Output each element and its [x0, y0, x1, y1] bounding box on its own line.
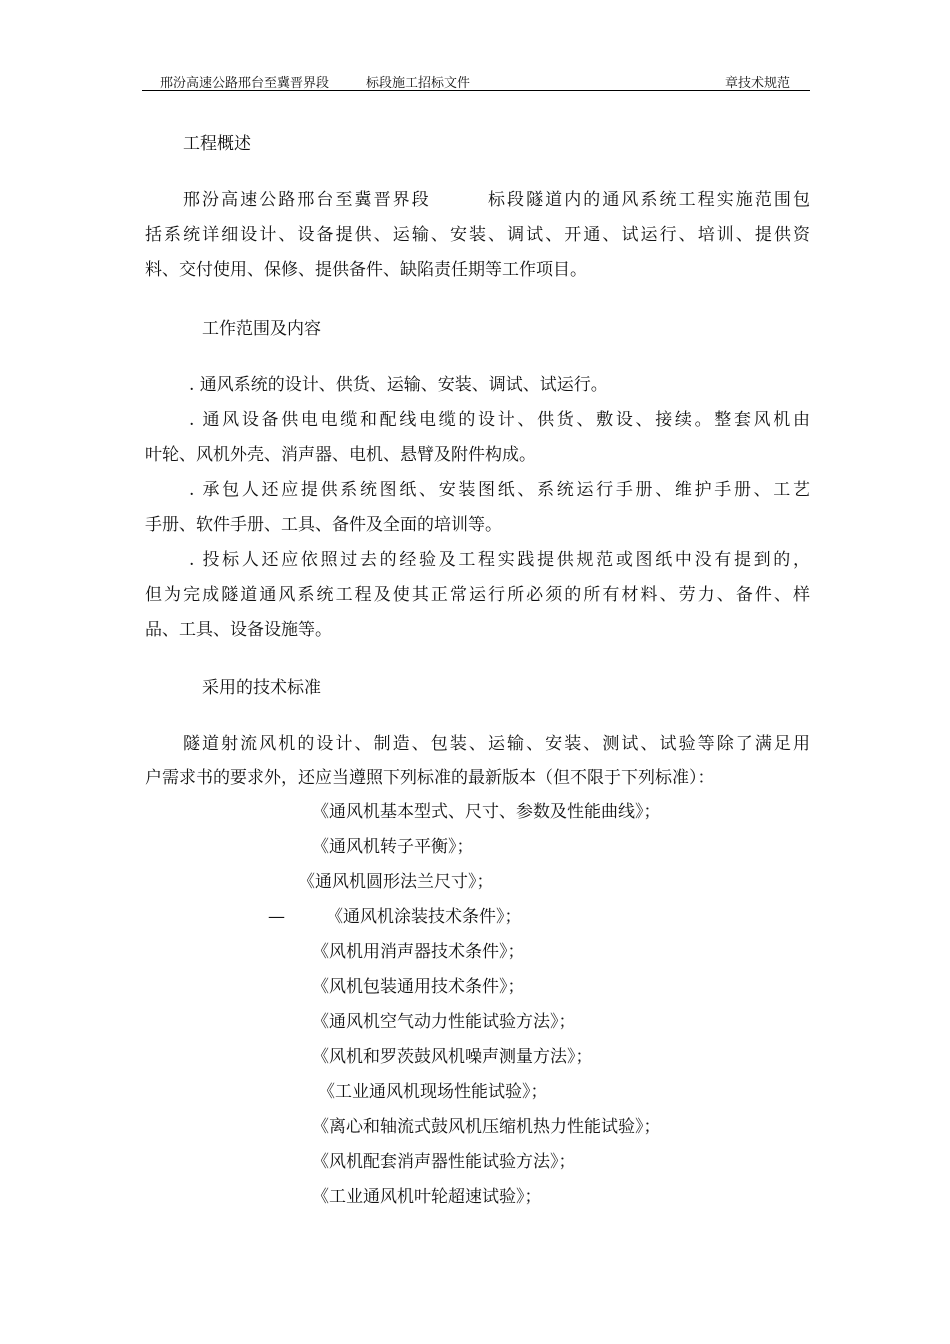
list-item-continued: 手册、软件手册、工具、备件及全面的培训等。 — [145, 515, 502, 535]
standard-item: 《通风机涂装技术条件》； — [326, 907, 522, 927]
standard-item: 《通风机转子平衡》； — [312, 837, 474, 857]
paragraph-line: 料、交付使用、保修、提供备件、缺陷责任期等工作项目。 — [145, 260, 587, 280]
standard-item: 《通风机圆形法兰尺寸》； — [298, 872, 494, 892]
standard-item: 《通风机空气动力性能试验方法》； — [312, 1012, 576, 1032]
standard-item: 《风机配套消声器性能试验方法》； — [312, 1152, 576, 1172]
section-title-standards: 采用的技术标准 — [202, 678, 321, 698]
paragraph-line: 括系统详细设计、设备提供、运输、安装、调试、开通、试运行、培训、提供资 — [145, 225, 810, 245]
list-item-continued: 品、工具、设备设施等。 — [145, 620, 332, 640]
list-item: . 承包人还应提供系统图纸、安装图纸、系统运行手册、维护手册、工艺 — [189, 480, 810, 500]
standard-item: 《通风机基本型式、尺寸、参数及性能曲线》； — [312, 802, 661, 822]
section-title-scope: 工作范围及内容 — [202, 319, 321, 339]
list-item: . 投标人还应依照过去的经验及工程实践提供规范或图纸中没有提到的， — [189, 550, 810, 570]
standard-item: 《工业通风机叶轮超速试验》； — [312, 1187, 542, 1207]
header-project-title: 邢汾高速公路邢台至冀晋界段 — [160, 76, 330, 91]
section-title-overview: 工程概述 — [183, 134, 251, 154]
list-item: . 通风系统的设计、供货、运输、安装、调试、试运行。 — [189, 375, 608, 395]
header-chapter-title: 章技术规范 — [724, 76, 790, 91]
list-item-continued: 叶轮、风机外壳、消声器、电机、悬臂及附件构成。 — [145, 445, 536, 465]
dash-marker: — — [268, 907, 285, 927]
standard-item: 《工业通风机现场性能试验》； — [318, 1082, 548, 1102]
paragraph-line: 户需求书的要求外，还应当遵照下列标准的最新版本（但不限于下列标准）： — [145, 768, 715, 788]
list-item-continued: 但为完成隧道通风系统工程及使其正常运行所必须的所有材料、劳力、备件、样 — [145, 585, 810, 605]
list-item: . 通风设备供电电缆和配线电缆的设计、供货、敷设、接续。整套风机由 — [189, 410, 810, 430]
standard-item: 《风机包装通用技术条件》； — [312, 977, 525, 997]
standard-item: 《风机和罗茨鼓风机噪声测量方法》； — [312, 1047, 593, 1067]
standard-item: 《离心和轴流式鼓风机压缩机热力性能试验》； — [312, 1117, 661, 1137]
standard-item: 《风机用消声器技术条件》； — [312, 942, 525, 962]
page-header — [142, 70, 810, 91]
paragraph-line: 邢汾高速公路邢台至冀晋界段 标段隧道内的通风系统工程实施范围包 — [183, 190, 810, 210]
paragraph-line: 隧道射流风机的设计、制造、包装、运输、安装、测试、试验等除了满足用 — [183, 734, 810, 754]
header-document-title: 标段施工招标文件 — [366, 76, 471, 91]
